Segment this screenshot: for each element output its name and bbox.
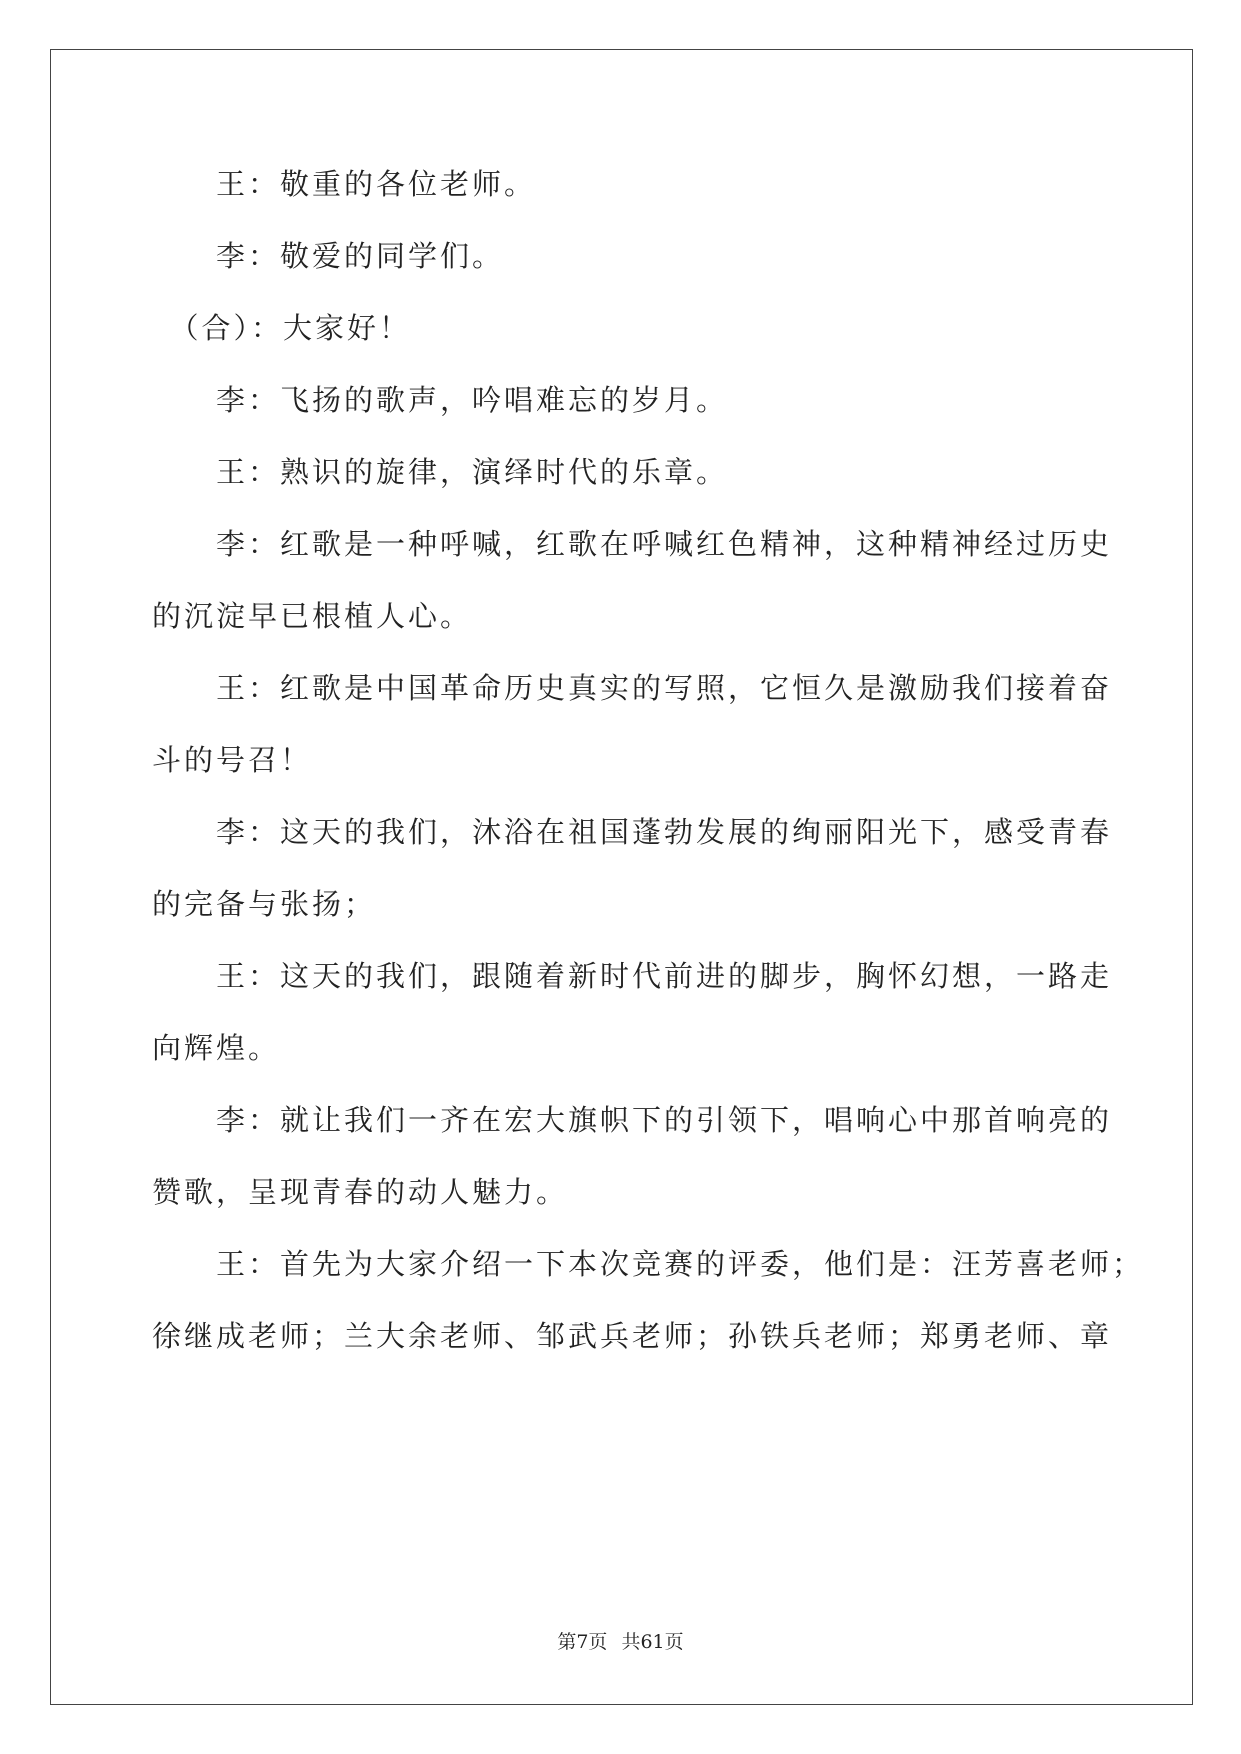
text-line: （合）：大家好！ (152, 311, 412, 345)
text-line: 李：飞扬的歌声，吟唱难忘的岁月。 (152, 383, 729, 417)
text-line: 王：敬重的各位老师。 (152, 167, 537, 201)
text-line: 徐继成老师；兰大余老师、邹武兵老师；孙铁兵老师；郑勇老师、章 (152, 1319, 1113, 1353)
text-line: 赞歌，呈现青春的动人魅力。 (152, 1175, 569, 1209)
text-line: 向辉煌。 (152, 1031, 281, 1065)
text-line: 王：红歌是中国革命历史真实的写照，它恒久是激励我们接着奋 (152, 671, 1113, 705)
text-line: 王：这天的我们，跟随着新时代前进的脚步，胸怀幻想，一路走 (152, 959, 1113, 993)
page-footer (0, 1627, 1241, 1654)
text-line: 王：熟识的旋律，演绎时代的乐章。 (152, 455, 729, 489)
text-line: 李：红歌是一种呼喊，红歌在呼喊红色精神，这种精神经过历史 (152, 527, 1113, 561)
text-line: 的沉淀早已根植人心。 (152, 599, 473, 633)
page-total: 共61页 (621, 1631, 684, 1653)
text-line: 斗的号召！ (152, 743, 313, 777)
text-line: 李：就让我们一齐在宏大旗帜下的引领下，唱响心中那首响亮的 (152, 1103, 1113, 1137)
text-line: 李：这天的我们，沐浴在祖国蓬勃发展的绚丽阳光下，感受青春 (152, 815, 1113, 849)
text-line: 王：首先为大家介绍一下本次竞赛的评委，他们是：汪芳喜老师； (152, 1247, 1145, 1281)
text-line: 李：敬爱的同学们。 (152, 239, 505, 273)
text-line: 的完备与张扬； (152, 887, 377, 921)
page-border (50, 49, 1193, 1705)
page-number: 第7页 (557, 1631, 608, 1653)
